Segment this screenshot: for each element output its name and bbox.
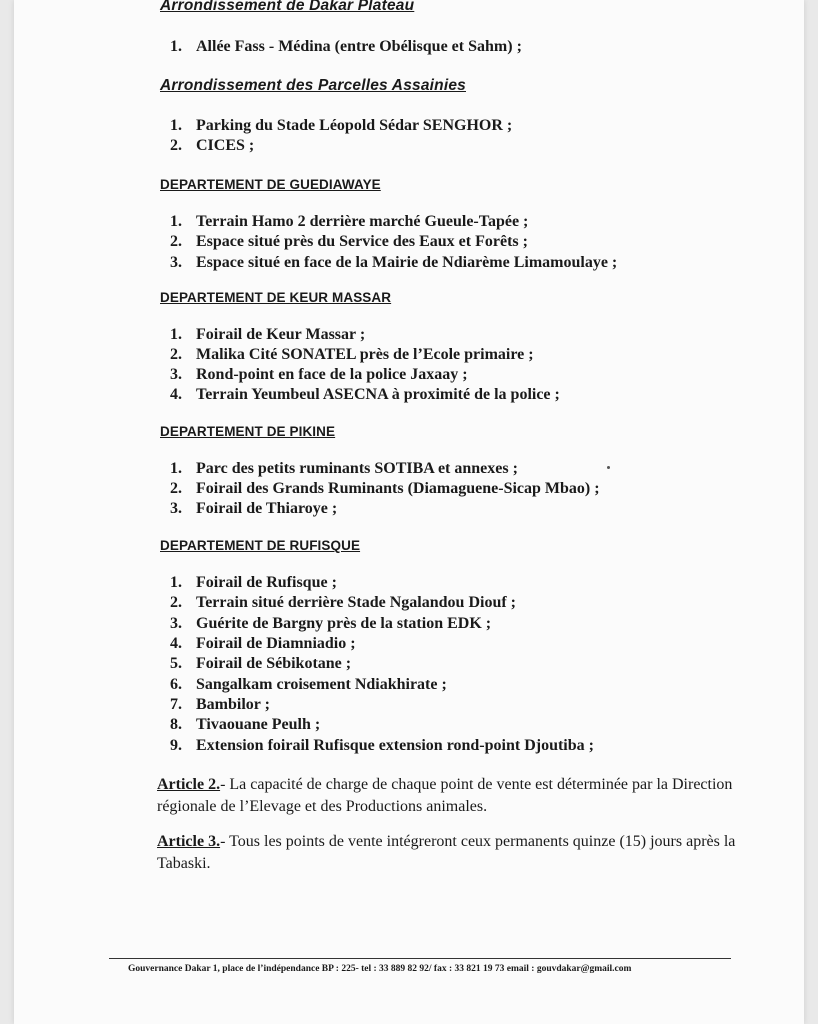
- section-heading-rufisque: DEPARTEMENT DE RUFISQUE: [160, 538, 361, 553]
- footer-rule: [109, 958, 731, 959]
- list-item: [170, 346, 534, 364]
- item-text: Rond-point en face de la police Jaxaay ;: [196, 366, 468, 383]
- item-number: 4.: [170, 635, 182, 652]
- item-number: 2.: [170, 137, 182, 154]
- list-item: [170, 117, 512, 135]
- article-2: [157, 774, 757, 818]
- item-number: 1.: [170, 326, 182, 343]
- item-number: 8.: [170, 716, 182, 733]
- item-text: Parc des petits ruminants SOTIBA et annexes ;: [196, 460, 518, 477]
- item-number: 2.: [170, 480, 182, 497]
- section-heading-guediawaye: DEPARTEMENT DE GUEDIAWAYE: [160, 177, 381, 192]
- item-number: 1.: [170, 117, 182, 134]
- list-item: [170, 460, 518, 478]
- item-text: Espace situé en face de la Mairie de Ndiarème Limamoulaye ;: [196, 254, 618, 271]
- item-number: 7.: [170, 696, 182, 713]
- section-heading-dakar-plateau: Arrondissement de Dakar Plateau: [160, 0, 415, 14]
- list-item: [170, 716, 320, 734]
- article-separator: -: [220, 833, 230, 850]
- item-number: 2.: [170, 346, 182, 363]
- item-text: Foirail de Rufisque ;: [196, 574, 337, 591]
- list-item: [170, 655, 351, 673]
- item-text: Foirail des Grands Ruminants (Diamaguene-Sicap Mbao) ;: [196, 480, 600, 497]
- item-number: 3.: [170, 500, 182, 517]
- item-text: Espace situé près du Service des Eaux et Forêts ;: [196, 233, 528, 250]
- list-item: [170, 737, 594, 755]
- footer-address: Gouvernance Dakar 1, place de l’indépendance BP : 225- tel : 33 889 82 92/ fax : 33 821 19 73 email : gouvdakar@gmail.com: [128, 964, 632, 974]
- item-number: 1.: [170, 38, 182, 55]
- list-item: [170, 574, 337, 592]
- item-text: Sangalkam croisement Ndiakhirate ;: [196, 676, 447, 693]
- list-item: [170, 38, 522, 56]
- item-text: Tivaouane Peulh ;: [196, 716, 321, 733]
- section-heading-parcelles-assainies: Arrondissement des Parcelles Assainies: [160, 77, 466, 94]
- list-item: [170, 386, 560, 404]
- item-text: Malika Cité SONATEL près de l’Ecole primaire ;: [196, 346, 534, 363]
- item-text: Foirail de Sébikotane ;: [196, 655, 352, 672]
- list-item: [170, 696, 270, 714]
- list-item: [170, 500, 337, 518]
- item-number: 2.: [170, 233, 182, 250]
- item-text: Allée Fass - Médina (entre Obélisque et Sahm) ;: [196, 38, 522, 55]
- item-text: Foirail de Diamniadio ;: [196, 635, 356, 652]
- document-page: [14, 0, 804, 1024]
- article-3: [157, 831, 757, 875]
- list-item: [170, 635, 356, 653]
- item-number: 1.: [170, 213, 182, 230]
- item-number: 3.: [170, 254, 182, 271]
- list-item: [170, 233, 528, 251]
- item-text: Foirail de Thiaroye ;: [196, 500, 338, 517]
- list-item: [170, 676, 447, 694]
- item-number: 4.: [170, 386, 182, 403]
- list-item: [170, 615, 491, 633]
- item-text: Parking du Stade Léopold Sédar SENGHOR ;: [196, 117, 513, 134]
- list-item: [170, 594, 516, 612]
- article-label: Article 2.: [157, 776, 221, 793]
- item-number: 9.: [170, 737, 182, 754]
- article-text: La capacité de charge de chaque point de vente est déterminée par la Direction régionale de l’Elevage et des Productions animales.: [157, 776, 733, 815]
- item-number: 3.: [170, 615, 182, 632]
- item-text: Bambilor ;: [196, 696, 270, 713]
- item-text: Terrain situé derrière Stade Ngalandou Diouf ;: [196, 594, 516, 611]
- list-item: [170, 480, 600, 498]
- list-item: [170, 254, 617, 272]
- item-text: Guérite de Bargny près de la station EDK ;: [196, 615, 492, 632]
- item-number: 1.: [170, 460, 182, 477]
- section-heading-pikine: DEPARTEMENT DE PIKINE: [160, 424, 336, 439]
- item-text: Foirail de Keur Massar ;: [196, 326, 366, 343]
- item-number: 1.: [170, 574, 182, 591]
- item-text: Terrain Yeumbeul ASECNA à proximité de la police ;: [196, 386, 560, 403]
- article-label: Article 3.: [157, 833, 221, 850]
- scan-speck: [607, 466, 610, 469]
- article-separator: -: [220, 776, 230, 793]
- list-item: [170, 137, 254, 155]
- list-item: [170, 213, 528, 231]
- list-item: [170, 326, 365, 344]
- item-text: Terrain Hamo 2 derrière marché Gueule-Tapée ;: [196, 213, 529, 230]
- item-number: 3.: [170, 366, 182, 383]
- item-number: 6.: [170, 676, 182, 693]
- article-text: Tous les points de vente intégreront ceux permanents quinze (15) jours après la Tabaski.: [157, 833, 736, 872]
- item-text: CICES ;: [196, 137, 255, 154]
- item-number: 2.: [170, 594, 182, 611]
- list-item: [170, 366, 468, 384]
- section-heading-keur-massar: DEPARTEMENT DE KEUR MASSAR: [160, 290, 392, 305]
- item-number: 5.: [170, 655, 182, 672]
- item-text: Extension foirail Rufisque extension rond-point Djoutiba ;: [196, 737, 594, 754]
